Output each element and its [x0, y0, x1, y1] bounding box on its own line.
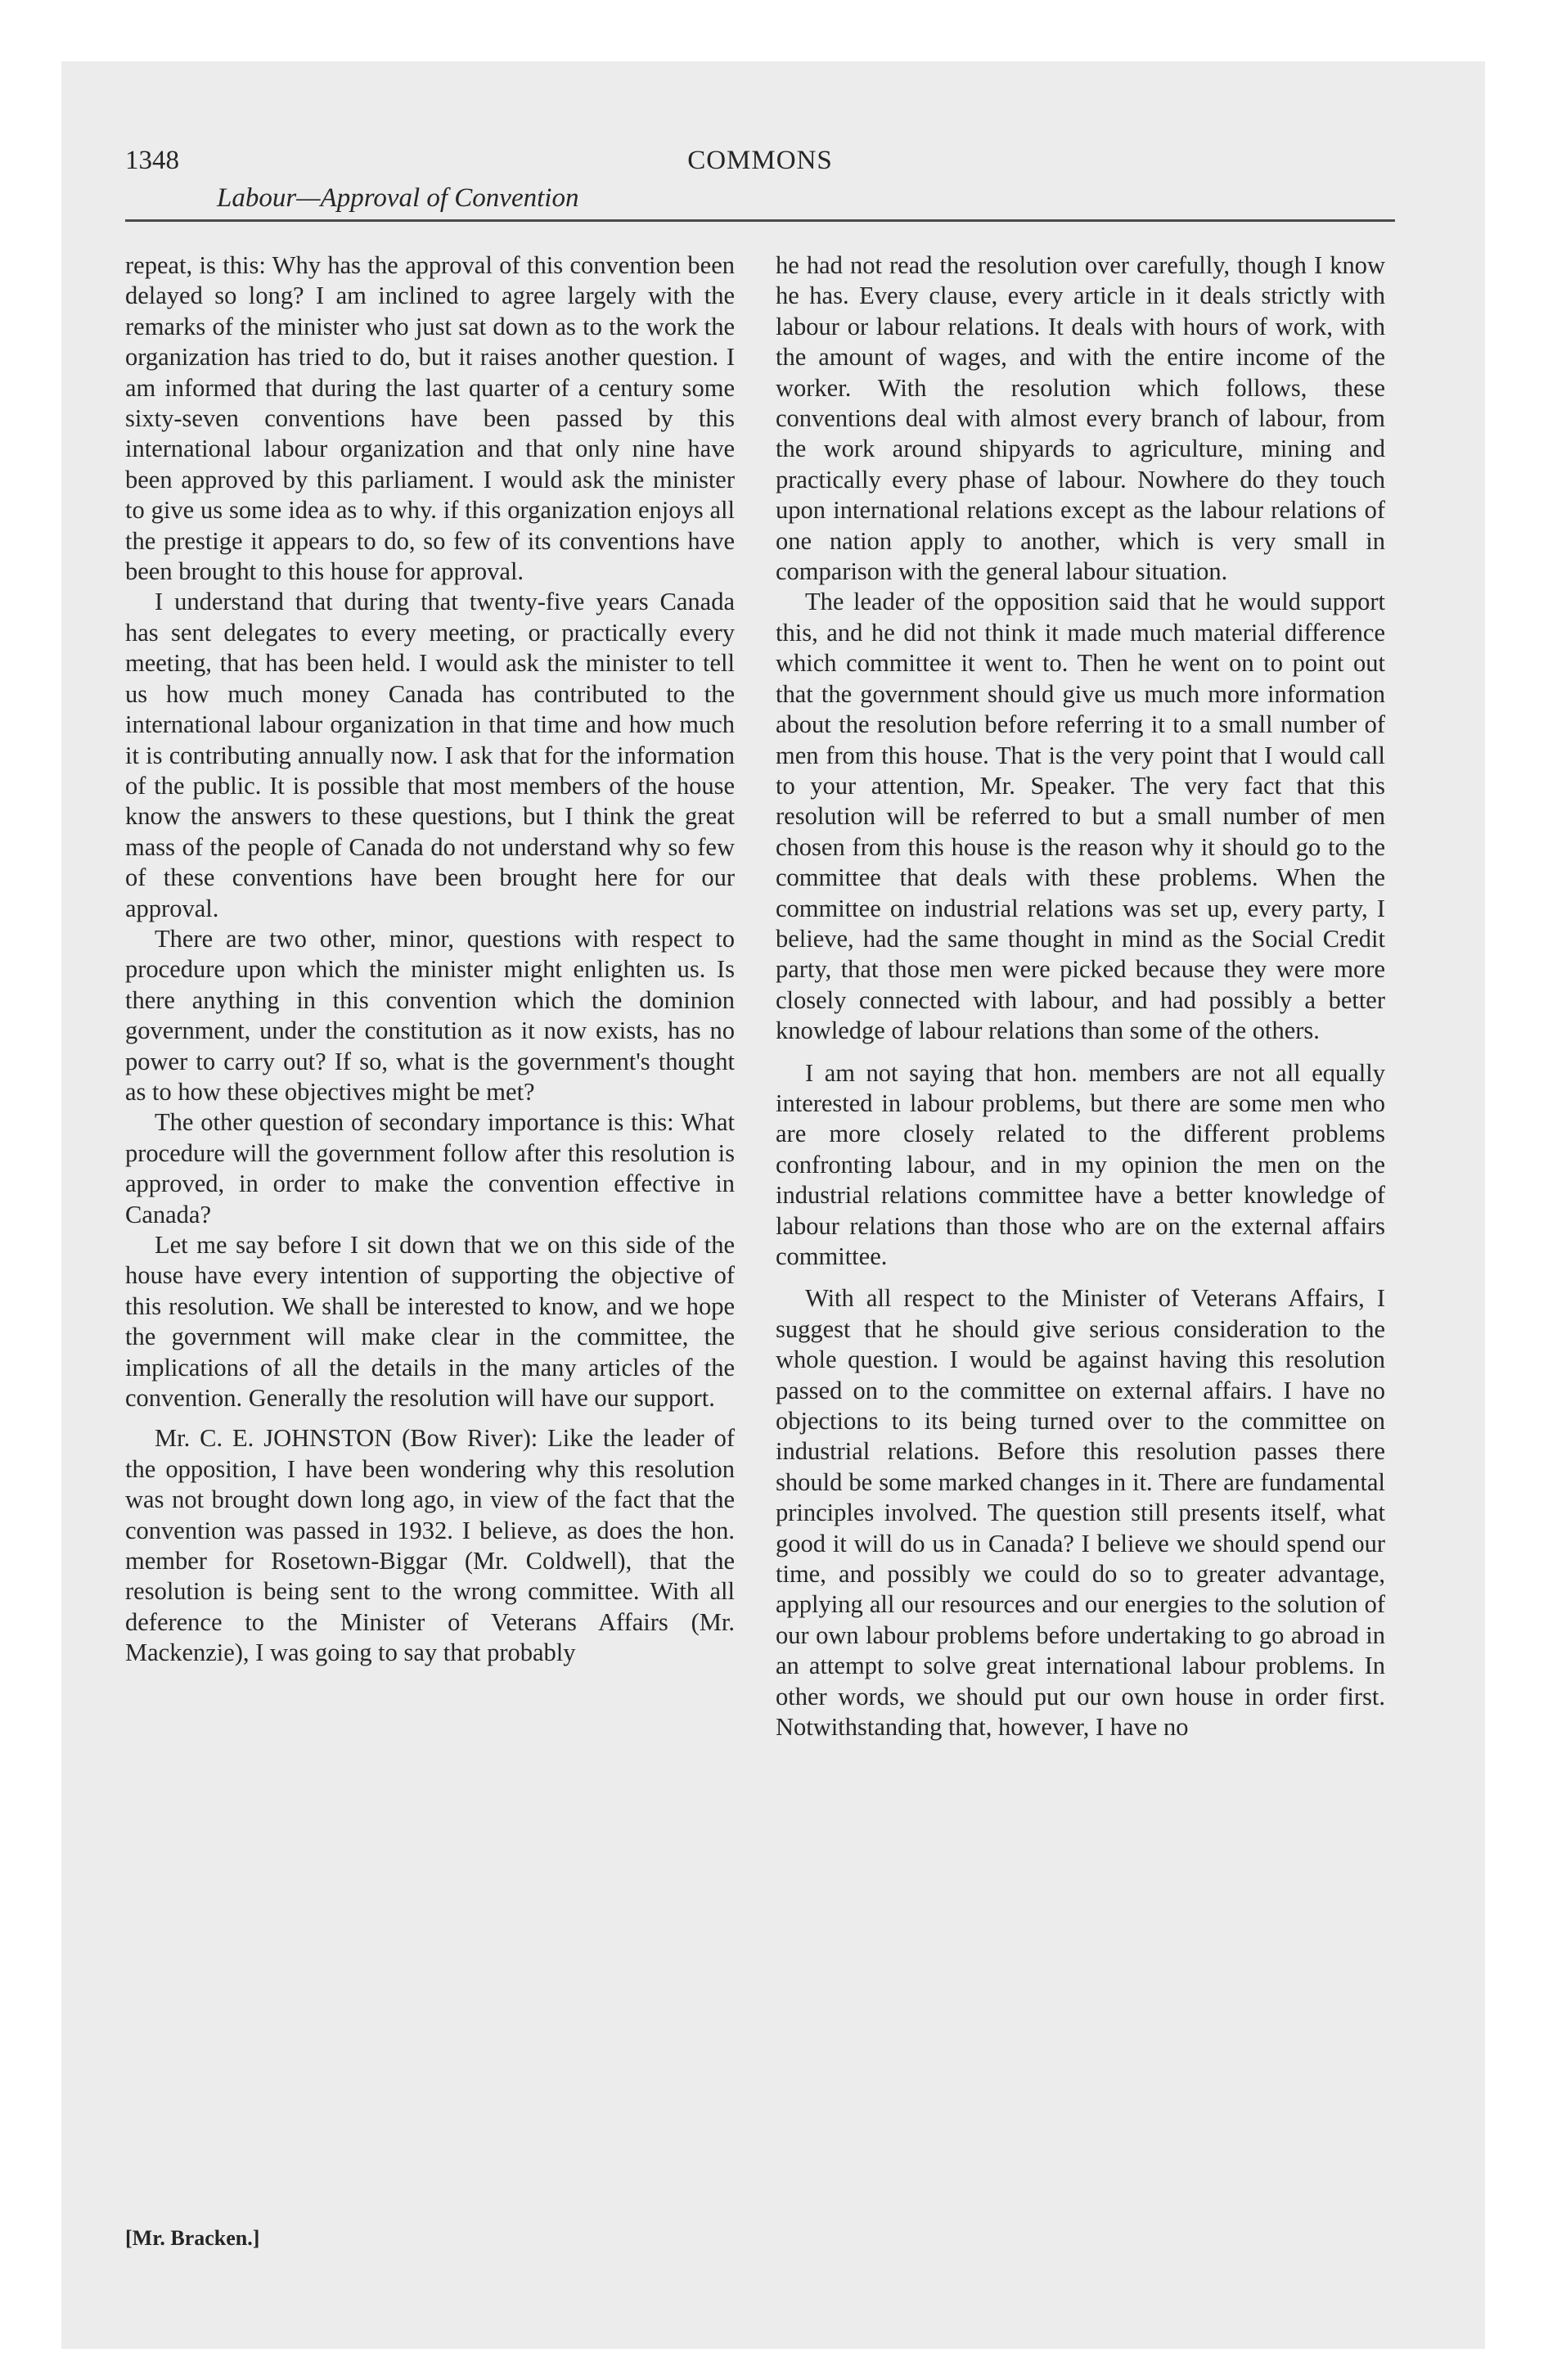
paragraph: he had not read the resolution over carefully, though I know he has. Every clause, every article in it deals strictly with labour or labour relations. It deals with hours of work, with the amount of wages, and with the entire income of the worker. With the resolution which follows, these conventions deal with almost every branch of labour, from the work around shipyards to agriculture, mining and practically every phase of labour. Nowhere do they touch upon international relations except as the labour relations of one nation apply to another, which is very small in comparison with the general labour situation.	[776, 251, 1385, 586]
paragraph: Mr. C. E. JOHNSTON (Bow River): Like the leader of the opposition, I have been wondering why this resolution was not brought down long ago, in view of the fact that the convention was passed in 1932. I believe, as does the hon. member for Rosetown-Biggar (Mr. Coldwell), that the resolution is being sent to the wrong committee. With all deference to the Minister of Veterans Affairs (Mr. Mackenzie), I was going to say that probably	[125, 1424, 735, 1667]
speaker-footnote: [Mr. Bracken.]	[125, 2226, 260, 2250]
journal-title: COMMONS	[687, 146, 833, 175]
paragraph: The leader of the opposition said that he would support this, and he did not think it made much material difference which committee it went to. Then he went on to point out that the government should give us much more information about the resolution before referring it to a small number of men from this house. That is the very point that I would call to your attention, Mr. Speaker. The very fact that this resolution will be referred to but a small number of men chosen from this house is the reason why it should go to the committee that deals with these problems. When the committee on industrial relations was set up, every party, I believe, had the same thought in mind as the Social Credit party, that those men were picked because they were more closely connected with labour, and had possibly a better knowledge of labour relations than some of the others.	[776, 588, 1385, 1045]
paragraph: I am not saying that hon. members are not all equally interested in labour problems, but there are some men who are more closely related to the different problems confronting labour, and in my opinion the men on the industrial relations committee have a better knowledge of labour relations than those who are on the external affairs committee.	[776, 1058, 1385, 1270]
paragraph: I understand that during that twenty-five years Canada has sent delegates to every meeting, or practically every meeting, that has been held. I would ask the minister to tell us how much money Canada has contributed to the international labour organization in that time and how much it is contributing annually now. I ask that for the information of the public. It is possible that most members of the house know the answers to these questions, but I think the great mass of the people of Canada do not understand why so few of these conventions have been brought here for our approval.	[125, 588, 735, 922]
page-header	[125, 146, 1395, 219]
paragraph: There are two other, minor, questions with respect to procedure upon which the minister might enlighten us. Is there anything in this convention which the dominion government, under the constitution as it now exists, has no power to carry out? If so, what is the government's thought as to how these objectives might be met?	[125, 924, 735, 1106]
header-rule	[125, 219, 1395, 222]
section-title: Labour—Approval of Convention	[217, 183, 579, 213]
paragraph: Let me say before I sit down that we on this side of the house have every intention of supporting the objective of this resolution. We shall be interested to know, and we hope the government will make clear in the committee, the implications of all the details in the many articles of the convention. Generally the resolution will have our support.	[125, 1231, 735, 1413]
page-number: 1348	[125, 146, 179, 175]
paragraph: repeat, is this: Why has the approval of this convention been delayed so long? I am inclined to agree largely with the remarks of the minister who just sat down as to the work the organization has tried to do, but it raises another question. I am informed that during the last quarter of a century some sixty-seven conventions have been passed by this international labour organization and that only nine have been approved by this parliament. I would ask the minister to give us some idea as to why. if this organization enjoys all the prestige it appears to do, so few of its conventions have been brought to this house for approval.	[125, 251, 735, 586]
paragraph: The other question of secondary importance is this: What procedure will the government follow after this resolution is approved, in order to make the convention effective in Canada?	[125, 1108, 735, 1228]
paragraph: With all respect to the Minister of Veterans Affairs, I suggest that he should give serious consideration to the whole question. I would be against having this resolution passed on to the committee on external affairs. I have no objections to its being turned over to the committee on industrial relations. Before this resolution passes there should be some marked changes in it. There are fundamental principles involved. The question still presents itself, what good it will do us in Canada? I believe we should spend our time, and possibly we could do so to greater advantage, applying all our resources and our energies to the solution of our own labour problems before undertaking to go abroad in an attempt to solve great international labour problems. In other words, we should put our own house in order first. Notwithstanding that, however, I have no	[776, 1284, 1385, 1742]
left-column	[125, 250, 735, 1669]
right-column	[776, 250, 1385, 1743]
